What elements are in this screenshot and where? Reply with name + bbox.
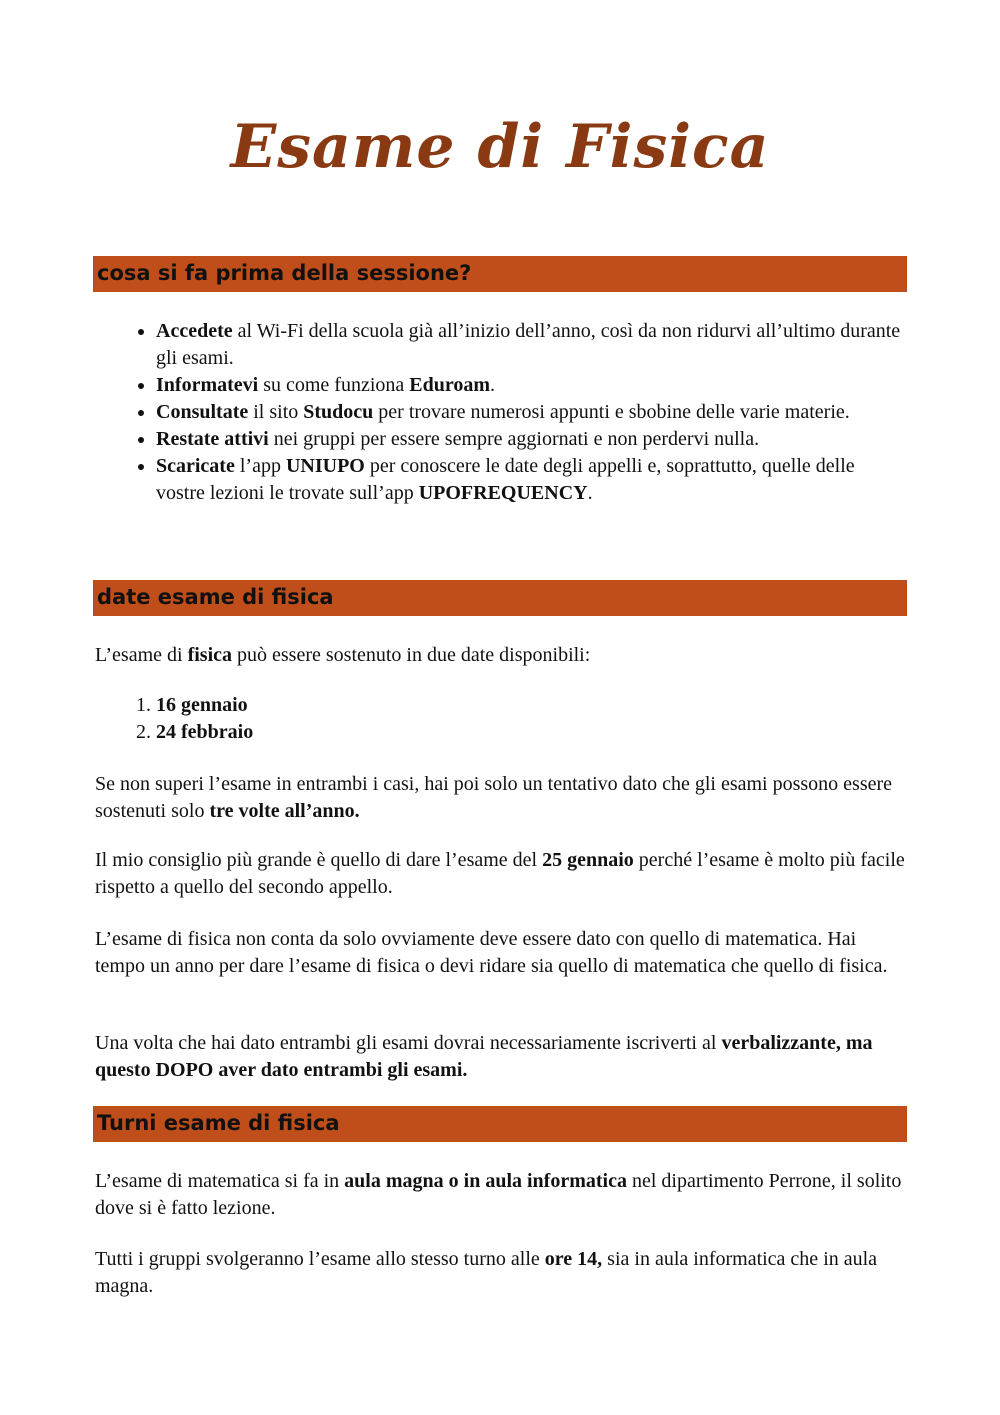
bold-text: UPOFREQUENCY (418, 482, 588, 504)
section-heading-text: cosa si fa prima della sessione? (97, 261, 472, 285)
list-item (156, 372, 905, 399)
paragraph (95, 1030, 905, 1084)
section-heading-text: Turni esame di fisica (97, 1111, 340, 1135)
bold-text: Eduroam (409, 374, 491, 396)
bold-text: verbalizzante, ma questo DOPO aver dato entrambi gli esami. (95, 1032, 873, 1081)
text-run: su come funziona (258, 374, 410, 396)
text-run: . (587, 482, 593, 504)
text-run: L’esame di fisica non conta da solo ovviamente deve essere dato con quello di matematica. Hai tempo un anno per dare l’esame di fisica o devi ridare sia quello di matematica che quello di fisica. (95, 928, 888, 977)
text-run: per trovare numerosi appunti e sbobine delle varie materie. (373, 401, 850, 423)
text-run: il sito (248, 401, 304, 423)
section-heading-before-session (93, 256, 907, 292)
tips-list (95, 318, 905, 507)
paragraph (95, 771, 905, 825)
list-item (156, 318, 905, 372)
list-item: 2. 24 febbraio (156, 719, 905, 746)
text-run: perché l’esame è molto più facile rispetto a quello del secondo appello. (95, 849, 905, 898)
text-run: L’esame di (95, 644, 188, 666)
text-run: Il mio consiglio più grande è quello di dare l’esame del (95, 849, 543, 871)
bold-text: UNIUPO (285, 455, 365, 477)
text-run: L’esame di matematica si fa in (95, 1170, 345, 1192)
list-item (156, 453, 905, 507)
bold-text: aula magna o in aula informatica (344, 1170, 627, 1192)
list-item (156, 399, 905, 426)
page-title: Esame di Fisica (230, 112, 770, 182)
text-run: nei gruppi per essere sempre aggiornati e non perdervi nulla. (268, 428, 760, 450)
dates-list (95, 692, 905, 746)
bold-text: fisica (187, 644, 233, 666)
dates-intro (95, 642, 905, 669)
text-run: Una volta che hai dato entrambi gli esami dovrai necessariamente iscriverti al (95, 1032, 722, 1054)
bold-text: ore 14, (544, 1248, 603, 1270)
text-run: al Wi-Fi della scuola già all’inizio dell’anno, così da non ridurvi all’ultimo durante gli esami. (156, 320, 901, 369)
bold-text: Studocu (303, 401, 374, 423)
text-run: per conoscere le date degli appelli e, soprattutto, quelle delle vostre lezioni le trovate sull’app (156, 455, 855, 504)
list-item: 1. 16 gennaio (156, 692, 905, 719)
bold-text: Informatevi (156, 374, 259, 396)
text-run: nel dipartimento Perrone, il solito dove si è fatto lezione. (95, 1170, 902, 1219)
paragraph (95, 926, 905, 980)
dates-block (95, 642, 905, 746)
text-run: . (490, 374, 496, 396)
paragraph (95, 1168, 905, 1222)
section-heading-text: date esame di fisica (97, 585, 334, 609)
section-heading-exam-dates (93, 580, 907, 616)
text-run: sia in aula informatica che in aula magna. (95, 1248, 878, 1297)
bold-text: Restate attivi (156, 428, 269, 450)
section-heading-exam-shifts (93, 1106, 907, 1142)
list-item (156, 426, 905, 453)
bold-text: tre volte all’anno. (209, 800, 360, 822)
text-run: Se non superi l’esame in entrambi i casi, hai poi solo un tentativo dato che gli esami possono essere sostenuti solo (95, 773, 893, 822)
tips-list-block (95, 318, 905, 507)
paragraph (95, 847, 905, 901)
bold-text: 25 gennaio (542, 849, 634, 871)
bold-text: Scaricate (156, 455, 235, 477)
paragraph (95, 1246, 905, 1300)
text-run: Tutti i gruppi svolgeranno l’esame allo stesso turno alle (95, 1248, 545, 1270)
text-run: può essere sostenuto in due date disponibili: (232, 644, 591, 666)
bold-text: Consultate (156, 401, 249, 423)
text-run: l’app (234, 455, 286, 477)
bold-text: Accedete (156, 320, 233, 342)
